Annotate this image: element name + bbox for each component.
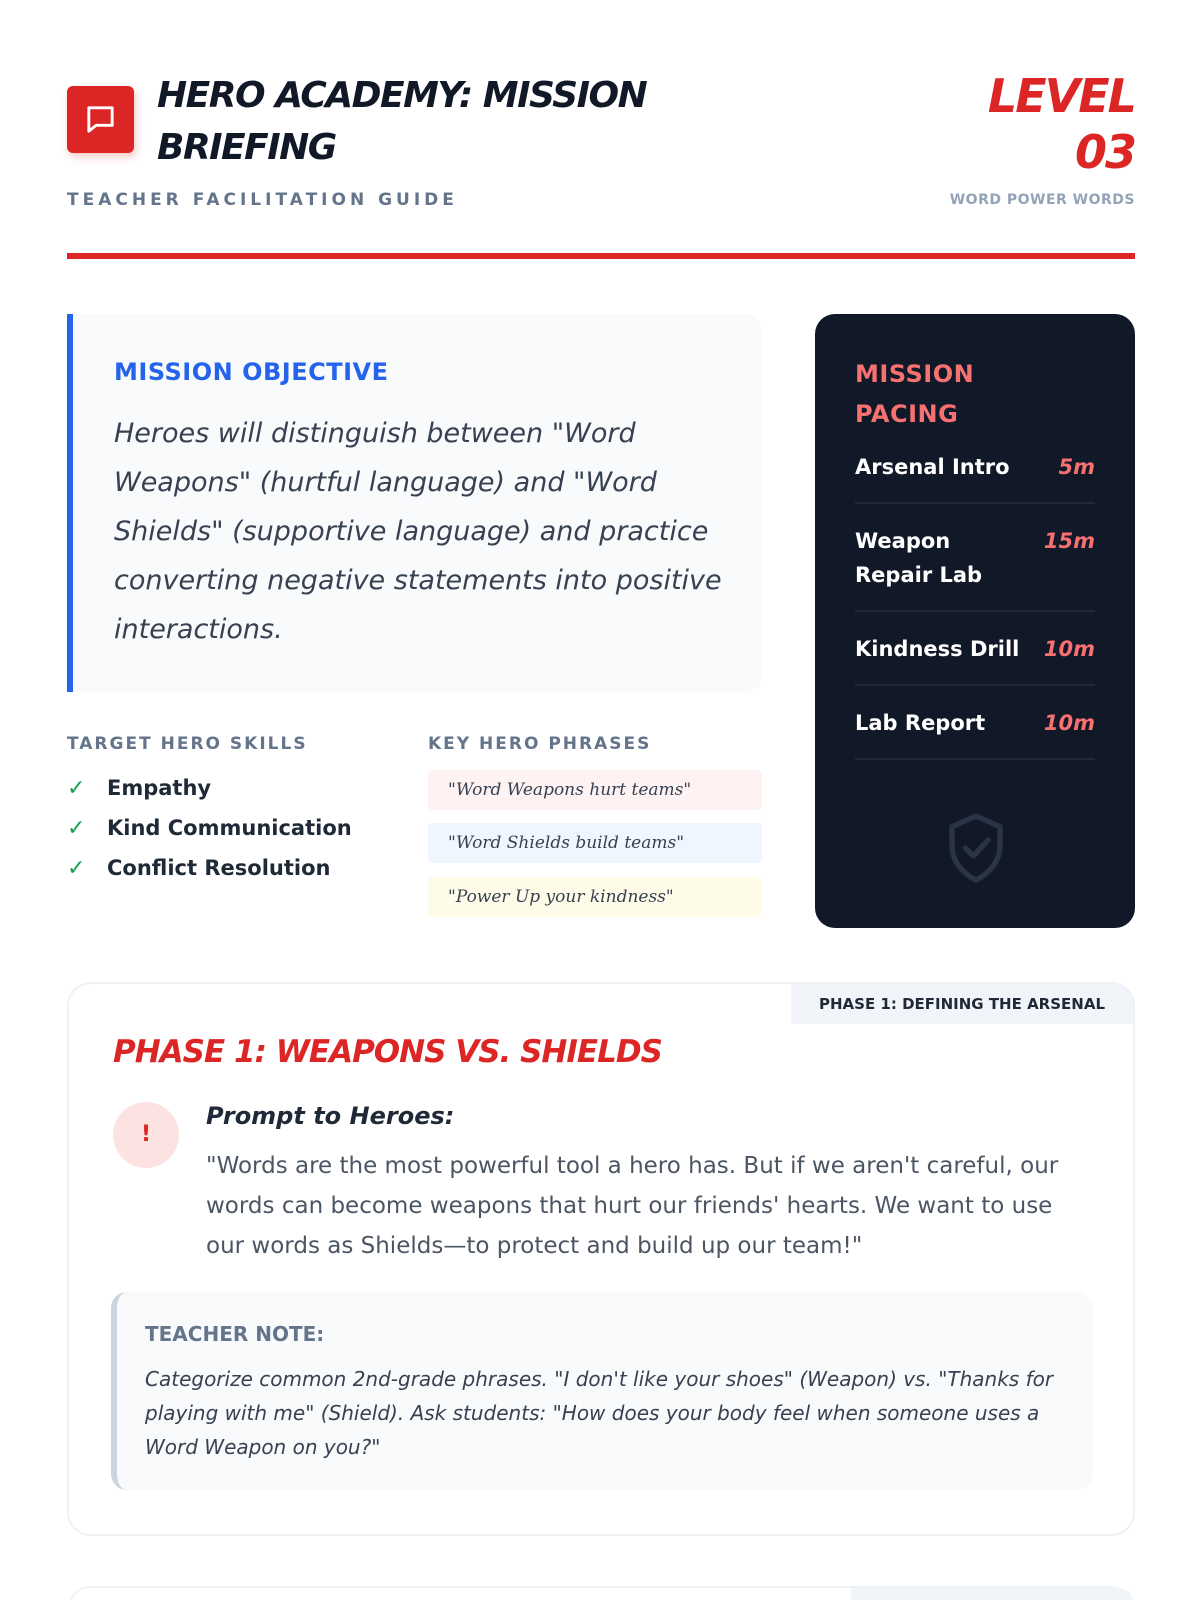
pacing-item-name: Lab Report <box>855 711 986 735</box>
phrases-label: KEY HERO PHRASES <box>428 734 652 754</box>
phase-1-card <box>67 982 1135 1536</box>
phrase-chip: "Word Shields build teams" <box>428 823 762 863</box>
pacing-item-time: 5m <box>1058 455 1095 479</box>
pacing-item-name: Weapon Repair Lab <box>855 529 983 587</box>
pacing-row <box>855 632 1095 686</box>
pacing-row <box>855 706 1095 760</box>
teacher-note-text: Categorize common 2nd-grade phrases. "I don't like your shoes" (Weapon) vs. "Thanks for playing with me" (Shield). Ask students: "How does your body feel when someone uses a Word Weapon on you?" <box>145 1367 1054 1459</box>
skill-label: Empathy <box>107 776 212 800</box>
phase-tag: PHASE 1: DEFINING THE ARSENAL <box>791 984 1133 1024</box>
pacing-row <box>855 524 1095 612</box>
pacing-item-time: 15m <box>1043 529 1095 553</box>
objective-text: Heroes will distinguish between "Word Weapons" (hurtful language) and "Word Shields" (supportive language) and practice converting negative statements into positive interactions. <box>114 418 722 645</box>
level-badge: LEVEL 03 <box>987 69 1135 179</box>
skill-label: Kind Communication <box>107 816 352 840</box>
pacing-item-time: 10m <box>1043 637 1095 661</box>
phrase-chip: "Power Up your kindness" <box>428 877 762 917</box>
check-icon: ✓ <box>67 776 86 801</box>
page-subtitle: TEACHER FACILITATION GUIDE <box>67 190 458 210</box>
header-divider <box>67 253 1135 259</box>
next-phase-card <box>67 1586 1135 1600</box>
shield-check-icon <box>944 810 1008 886</box>
alert-icon: ! <box>113 1102 179 1168</box>
phase-title: PHASE 1: WEAPONS VS. SHIELDS <box>113 1034 662 1070</box>
skill-label: Conflict Resolution <box>107 856 331 880</box>
objective-label: MISSION OBJECTIVE <box>114 358 389 386</box>
teacher-note-label: TEACHER NOTE: <box>145 1322 325 1346</box>
skills-label: TARGET HERO SKILLS <box>67 734 308 754</box>
skill-item <box>67 852 330 884</box>
level-subtitle: WORD POWER WORDS <box>949 192 1135 208</box>
mission-objective-card <box>67 314 762 692</box>
page-header <box>67 62 1135 262</box>
pacing-label: MISSION PACING <box>855 360 975 428</box>
teacher-note <box>111 1292 1093 1490</box>
skill-item <box>67 772 211 804</box>
message-square-icon <box>67 86 134 153</box>
prompt-text: "Words are the most powerful tool a hero has. But if we aren't careful, our words can become weapons that hurt our friends' hearts. We want to use our words as Shields—to protect and build up our team!" <box>206 1153 1059 1259</box>
check-icon: ✓ <box>67 856 86 881</box>
skill-item <box>67 812 352 844</box>
phrase-chip: "Word Weapons hurt teams" <box>428 770 762 810</box>
pacing-item-name: Arsenal Intro <box>855 455 1010 479</box>
pacing-item-time: 10m <box>1043 711 1095 735</box>
mission-pacing-panel <box>815 314 1135 928</box>
pacing-row <box>855 450 1095 504</box>
check-icon: ✓ <box>67 816 86 841</box>
page-title: HERO ACADEMY: MISSION BRIEFING <box>157 75 647 168</box>
prompt-label: Prompt to Heroes: <box>206 1102 455 1130</box>
next-phase-tag <box>851 1588 1133 1600</box>
pacing-item-name: Kindness Drill <box>855 637 1020 661</box>
